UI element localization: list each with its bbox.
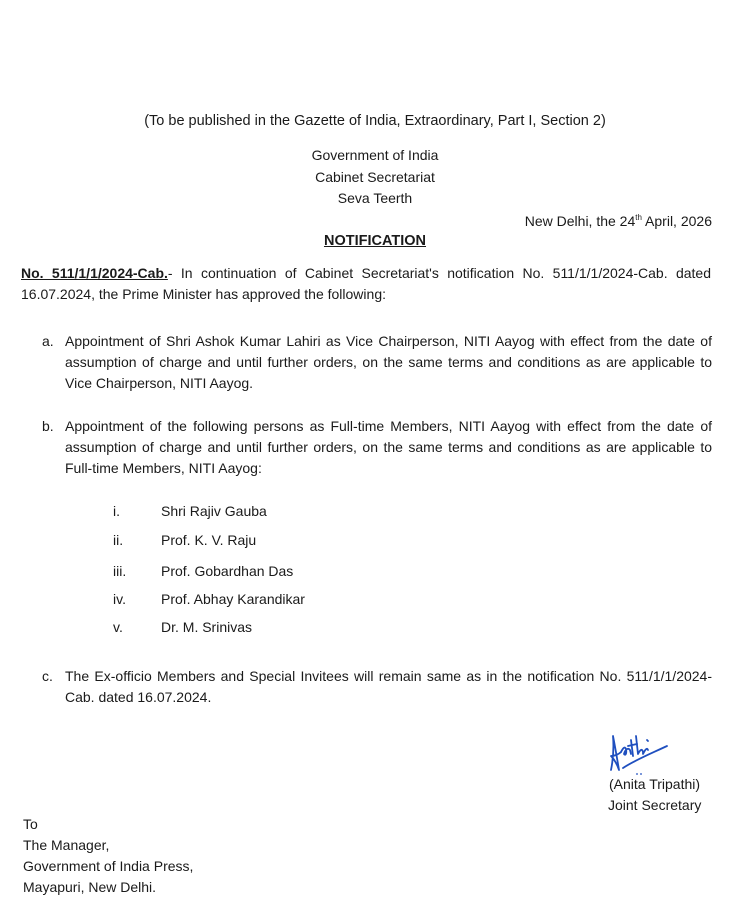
- item-a: [42, 331, 712, 394]
- place-date: [525, 213, 712, 229]
- intro-paragraph: [21, 263, 711, 305]
- notification-title: NOTIFICATION: [323, 233, 427, 249]
- member-number: i.: [113, 503, 120, 519]
- date-ordinal: th: [635, 213, 642, 222]
- notification-reference: No. 511/1/1/2024-Cab.: [21, 265, 168, 281]
- signature-dot: [636, 773, 638, 775]
- date-prefix: New Delhi, the 24: [524, 213, 636, 229]
- signature-image: [605, 730, 685, 778]
- address-line: To: [23, 816, 38, 832]
- member-name: Dr. M. Srinivas: [161, 619, 253, 635]
- address-line: Government of India Press,: [23, 858, 194, 874]
- member-number: iii.: [113, 563, 127, 579]
- issuer-seva-teerth: Seva Teerth: [337, 190, 413, 206]
- issuer-cabinet-secretariat: Cabinet Secretariat: [315, 169, 435, 185]
- signature-dot: [640, 773, 642, 775]
- item-c: [42, 666, 712, 708]
- member-name: Prof. Gobardhan Das: [161, 563, 294, 579]
- member-number: iv.: [113, 591, 126, 607]
- intro-text: - In continuation of Cabinet Secretariat's notification No. 511/1/1/2024-Cab. dated 16.07.2024, the Prime Minister has approved the following:: [21, 265, 711, 302]
- item-b: [42, 416, 712, 479]
- member-number: ii.: [113, 532, 124, 548]
- gazette-note: (To be published in the Gazette of India, Extraordinary, Part I, Section 2): [144, 113, 606, 129]
- item-text: The Ex-officio Members and Special Invitees will remain same as in the notification No. 511/1/1/2024-Cab. dated 16.07.2024.: [65, 668, 712, 705]
- date-suffix: April, 2026: [641, 213, 712, 229]
- member-number: v.: [113, 619, 123, 635]
- item-marker: b.: [42, 418, 54, 434]
- item-text: Appointment of the following persons as Full-time Members, NITI Aayog with effect from the date of assumption of charge and until further orders, on the same terms and conditions as are applicable to Full-time Members, NITI Aayog:: [65, 418, 712, 476]
- signatory-designation: Joint Secretary: [608, 797, 702, 813]
- member-name: Shri Rajiv Gauba: [161, 503, 267, 519]
- issuer-government: Government of India: [311, 147, 439, 163]
- address-line: The Manager,: [23, 837, 110, 853]
- item-marker: c.: [42, 668, 53, 684]
- item-text: Appointment of Shri Ashok Kumar Lahiri as Vice Chairperson, NITI Aayog with effect from the date of assumption of charge and until further orders, on the same terms and conditions as are applicable to Vice Chairperson, NITI Aayog.: [65, 333, 712, 391]
- member-name: Prof. Abhay Karandikar: [161, 591, 305, 607]
- address-line: Mayapuri, New Delhi.: [23, 879, 157, 895]
- signature-strokes: [611, 736, 667, 770]
- member-name: Prof. K. V. Raju: [161, 532, 257, 548]
- signatory-name: (Anita Tripathi): [609, 776, 701, 792]
- item-marker: a.: [42, 333, 54, 349]
